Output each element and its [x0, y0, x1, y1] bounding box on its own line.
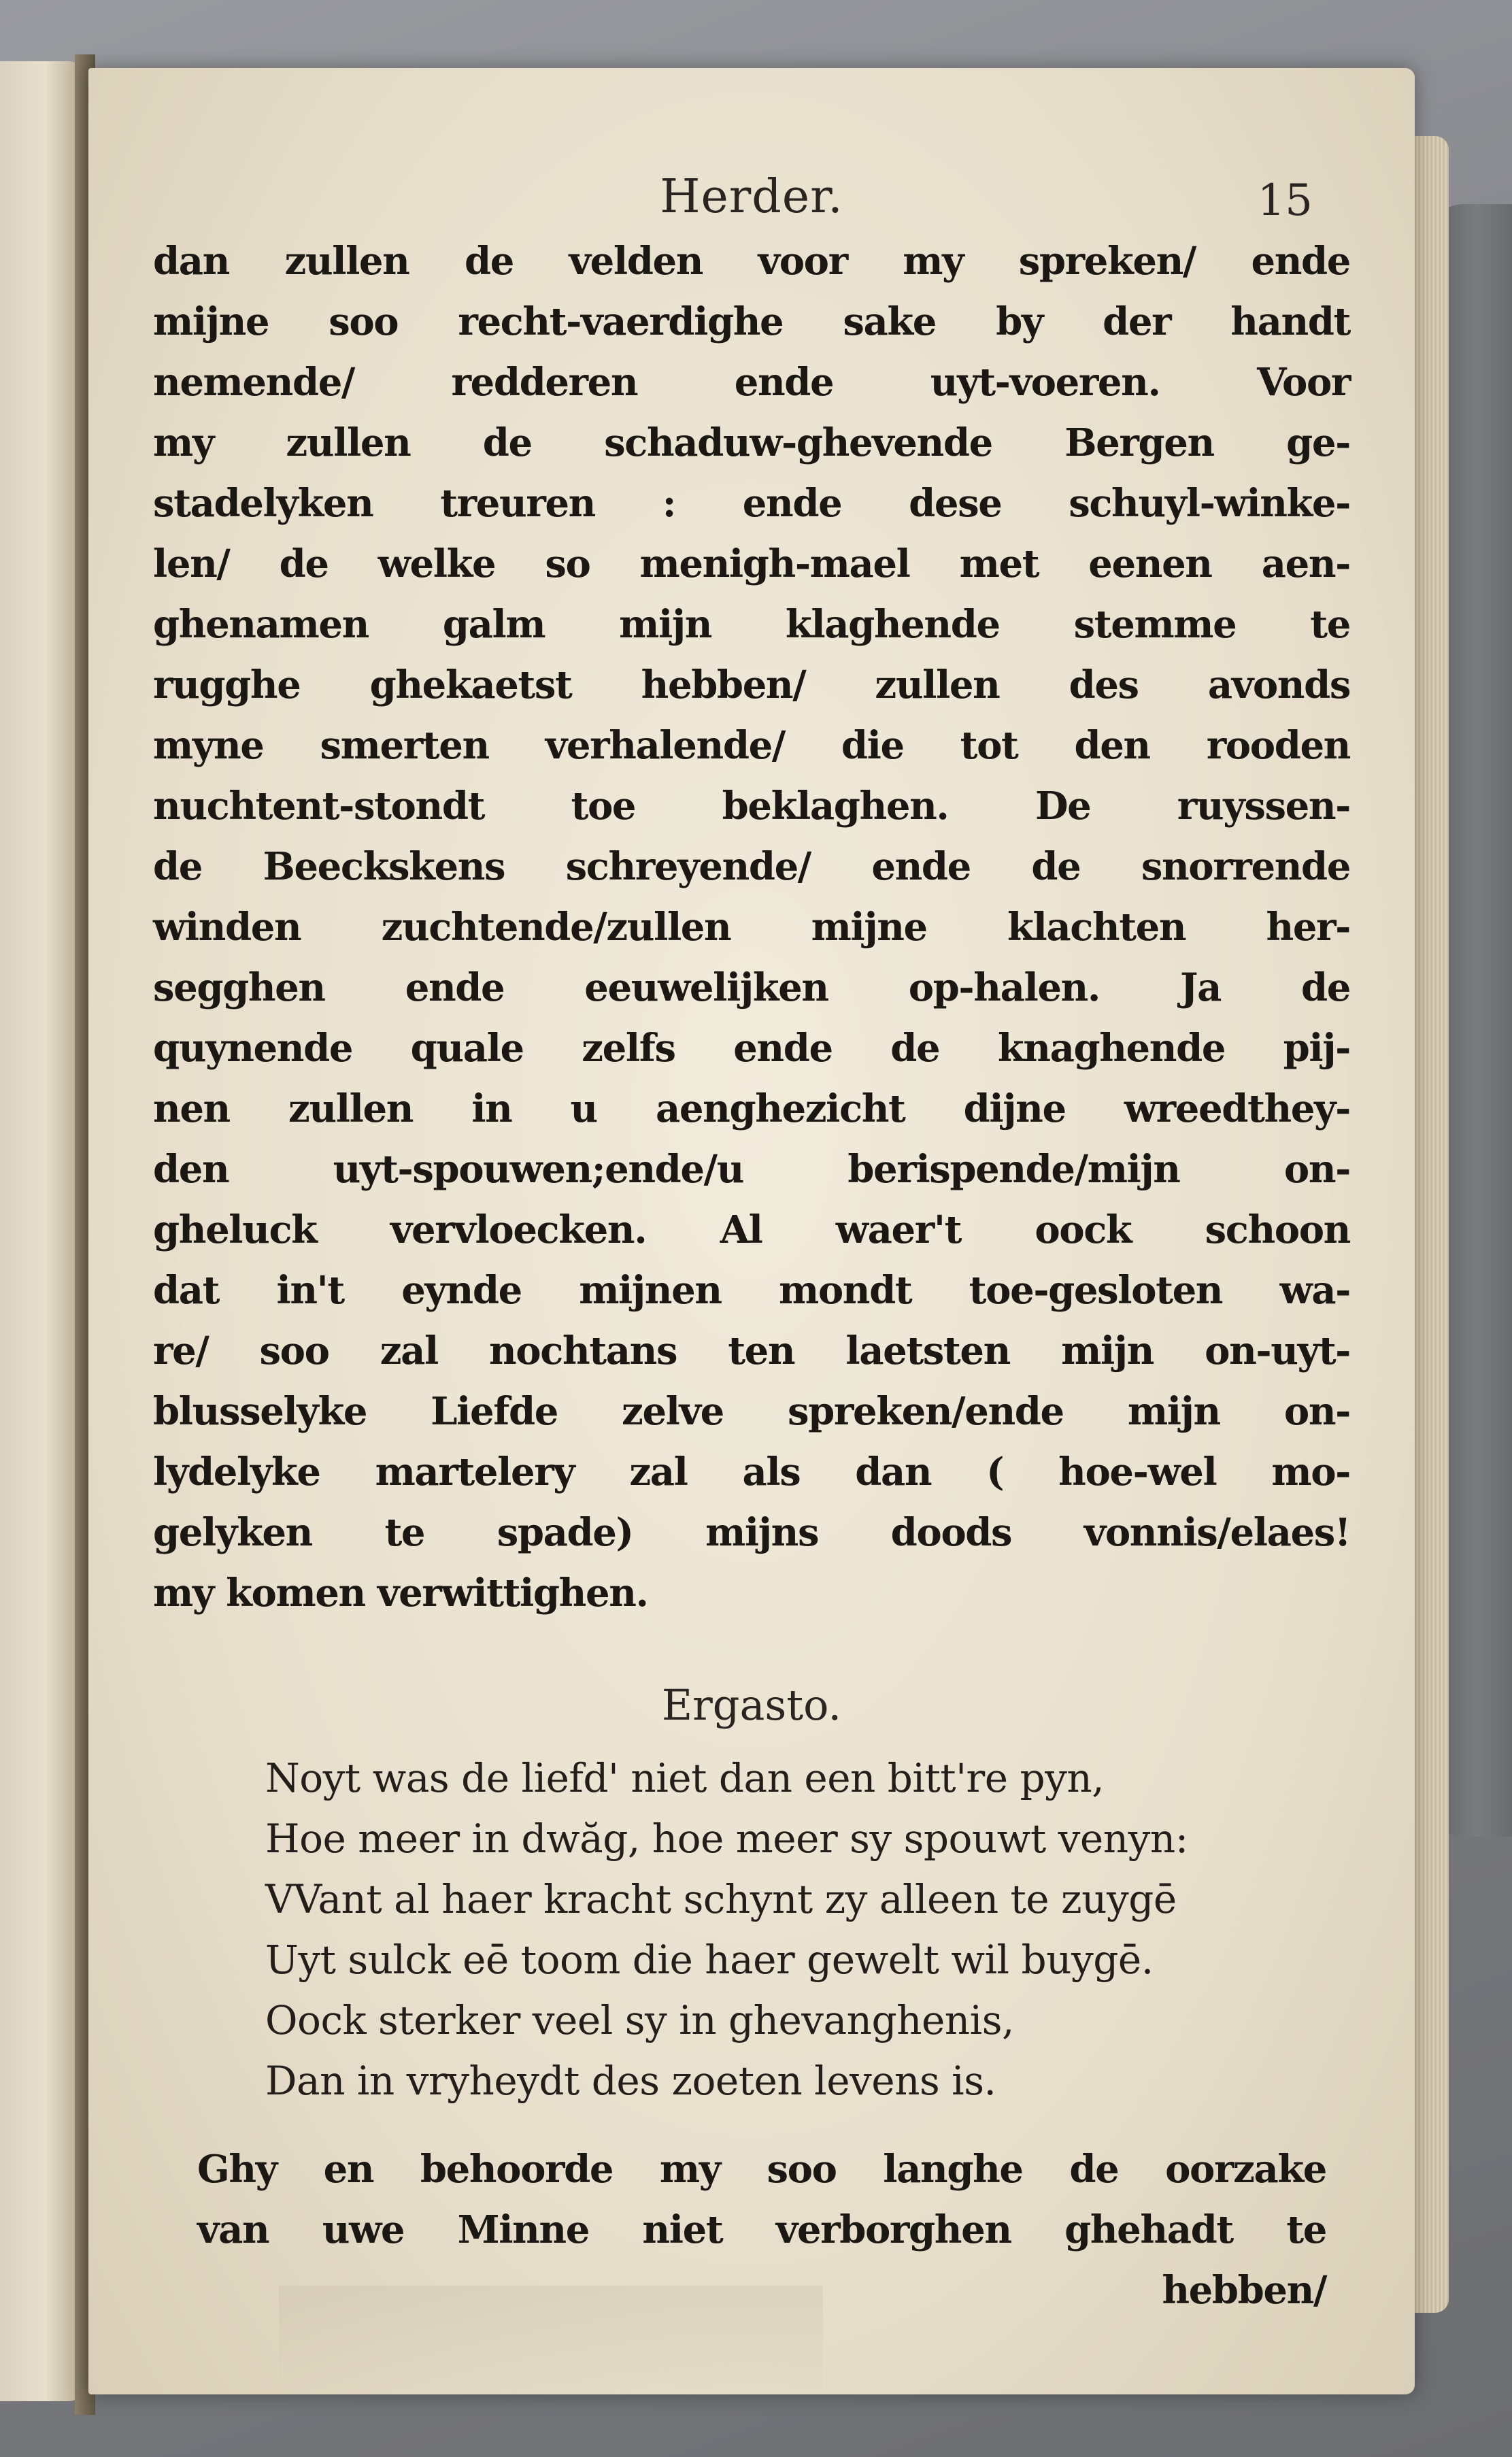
text-line: gheluck vervloecken. Al waer't oock schoon [153, 1207, 1350, 1252]
text-line: blusselyke Liefde zelve spreken/ende mijn on- [153, 1389, 1350, 1434]
text-line: nemende/ redderen ende uyt-voeren. Voor [153, 360, 1350, 405]
text-line: gelyken te spade) mijns doods vonnis/elaes! [153, 1510, 1350, 1555]
book-page [88, 68, 1415, 2394]
text-line: my zullen de schaduw-ghevende Bergen ge- [153, 420, 1350, 465]
facing-page-edge [0, 61, 82, 2401]
catchword: hebben/ [1162, 2268, 1326, 2313]
text-line: van uwe Minne niet verborghen ghehadt te [197, 2207, 1326, 2252]
text-line: dan zullen de velden voor my spreken/ ende [153, 239, 1350, 284]
running-head: Herder. [660, 170, 843, 224]
verse-line: Noyt was de liefd' niet dan een bitt're pyn, [265, 1755, 1105, 1801]
verse-line: Hoe meer in dwăg, hoe meer sy spouwt venyn: [265, 1816, 1188, 1862]
text-line: segghen ende eeuwelijken op-halen. Ja de [153, 965, 1350, 1010]
text-line: Ghy en behoorde my soo langhe de oorzake [197, 2147, 1326, 2192]
verse-line: VVant al haer kracht schynt zy alleen te zuygē [265, 1876, 1177, 1922]
text-line: quynende quale zelfs ende de knaghende pij- [153, 1026, 1350, 1071]
text-line: len/ de welke so menigh-mael met eenen aen- [153, 541, 1350, 586]
text-line: mijne soo recht-vaerdighe sake by der handt [153, 299, 1350, 344]
show-through-shading [279, 2286, 823, 2394]
text-line: re/ soo zal nochtans ten laetsten mijn on-uyt- [153, 1328, 1350, 1373]
text-line: winden zuchtende/zullen mijne klachten her- [153, 905, 1350, 950]
verse-speaker: Ergasto. [661, 1680, 842, 1730]
prose-block [153, 231, 1350, 1624]
text-line: nen zullen in u aenghezicht dijne wreedthey- [153, 1086, 1350, 1131]
text-line: dat in't eynde mijnen mondt toe-gesloten wa- [153, 1268, 1350, 1313]
verse-line: Oock sterker veel sy in ghevanghenis, [265, 1997, 1014, 2043]
text-line: stadelyken treuren : ende dese schuyl-winke- [153, 481, 1350, 526]
text-line: myne smerten verhalende/ die tot den rooden [153, 723, 1350, 768]
verse-line: Dan in vryheydt des zoeten levens is. [265, 2058, 996, 2104]
page-number: 15 [1257, 176, 1313, 226]
verse-block [265, 1748, 1188, 2111]
text-line: rugghe ghekaetst hebben/ zullen des avonds [153, 663, 1350, 707]
text-line: de Beeckskens schreyende/ ende de snorrende [153, 844, 1350, 889]
text-line: ghenamen galm mijn klaghende stemme te [153, 602, 1350, 647]
text-line: den uyt-spouwen;ende/u berispende/mijn on- [153, 1147, 1350, 1192]
text-line: lydelyke martelery zal als dan ( hoe-wel mo- [153, 1450, 1350, 1494]
text-line: my komen verwittighen. [153, 1571, 648, 1616]
verse-line: Uyt sulck eē toom die haer gewelt wil buygē. [265, 1937, 1154, 1983]
text-line: nuchtent-stondt toe beklaghen. De ruyssen- [153, 784, 1350, 829]
